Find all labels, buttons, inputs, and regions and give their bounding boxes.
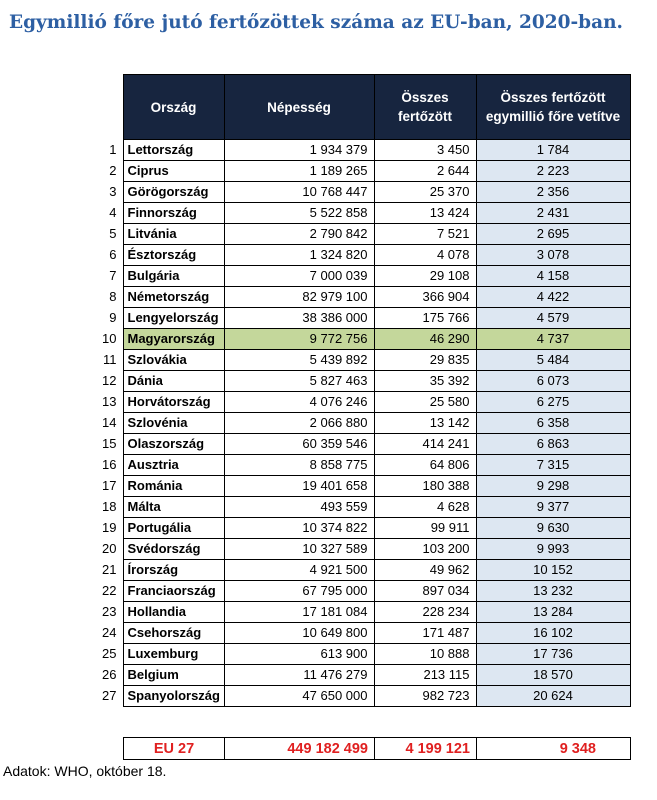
row-number: 19 bbox=[102, 520, 117, 535]
table-row bbox=[101, 140, 630, 161]
table-row bbox=[101, 287, 630, 308]
rate-cell: 9 630 bbox=[476, 518, 630, 539]
country-cell: Csehország bbox=[123, 623, 224, 644]
row-number: 4 bbox=[109, 205, 117, 220]
population-cell: 10 374 822 bbox=[224, 518, 374, 539]
row-number: 7 bbox=[109, 268, 117, 283]
page-title: Egymillió főre jutó fertőzöttek száma az EU-ban, 2020-ban. bbox=[9, 12, 623, 33]
rate-cell: 6 358 bbox=[476, 413, 630, 434]
table-row bbox=[101, 518, 630, 539]
row-number: 15 bbox=[102, 436, 117, 451]
table-row bbox=[101, 623, 630, 644]
population-cell: 19 401 658 bbox=[224, 476, 374, 497]
rate-cell: 4 737 bbox=[476, 329, 630, 350]
table-row bbox=[101, 266, 630, 287]
row-number: 1 bbox=[109, 142, 117, 157]
infected-cell: 897 034 bbox=[374, 581, 476, 602]
table-row bbox=[101, 392, 630, 413]
country-cell: Szlovénia bbox=[123, 413, 224, 434]
table-row bbox=[101, 560, 630, 581]
rate-cell: 20 624 bbox=[476, 686, 630, 707]
population-cell: 2 066 880 bbox=[224, 413, 374, 434]
rate-cell: 2 223 bbox=[476, 161, 630, 182]
table-row bbox=[101, 644, 630, 665]
country-cell: Belgium bbox=[123, 665, 224, 686]
rate-cell: 2 695 bbox=[476, 224, 630, 245]
infected-cell: 29 835 bbox=[374, 350, 476, 371]
population-cell: 10 649 800 bbox=[224, 623, 374, 644]
population-cell: 1 324 820 bbox=[224, 245, 374, 266]
population-cell: 1 189 265 bbox=[224, 161, 374, 182]
rate-cell: 6 073 bbox=[476, 371, 630, 392]
rate-cell: 9 993 bbox=[476, 539, 630, 560]
row-number: 23 bbox=[102, 604, 117, 619]
infected-cell: 99 911 bbox=[374, 518, 476, 539]
rate-cell: 4 579 bbox=[476, 308, 630, 329]
table-row bbox=[101, 665, 630, 686]
country-cell: Luxemburg bbox=[123, 644, 224, 665]
row-number: 11 bbox=[103, 352, 117, 367]
infected-cell: 49 962 bbox=[374, 560, 476, 581]
country-cell: Hollandia bbox=[123, 602, 224, 623]
table-row bbox=[101, 350, 630, 371]
population-cell: 5 439 892 bbox=[224, 350, 374, 371]
table-row bbox=[101, 413, 630, 434]
table-row bbox=[101, 161, 630, 182]
row-number: 12 bbox=[102, 373, 117, 388]
table-body bbox=[101, 140, 630, 707]
header-index bbox=[101, 75, 123, 140]
population-cell: 7 000 039 bbox=[224, 266, 374, 287]
rate-cell: 2 431 bbox=[476, 203, 630, 224]
rate-cell: 9 298 bbox=[476, 476, 630, 497]
row-number: 17 bbox=[102, 478, 117, 493]
table-row bbox=[101, 455, 630, 476]
country-cell: Málta bbox=[123, 497, 224, 518]
rate-cell: 6 863 bbox=[476, 434, 630, 455]
population-cell: 60 359 546 bbox=[224, 434, 374, 455]
population-cell: 5 827 463 bbox=[224, 371, 374, 392]
country-cell: Ausztria bbox=[123, 455, 224, 476]
country-cell: Lettország bbox=[123, 140, 224, 161]
row-number: 10 bbox=[102, 331, 117, 346]
table-row bbox=[101, 539, 630, 560]
row-number: 6 bbox=[109, 247, 117, 262]
infected-cell: 64 806 bbox=[374, 455, 476, 476]
country-cell: Románia bbox=[123, 476, 224, 497]
country-cell: Svédország bbox=[123, 539, 224, 560]
total-label: EU 27 bbox=[124, 738, 225, 760]
rate-cell: 9 377 bbox=[476, 497, 630, 518]
table-row bbox=[101, 182, 630, 203]
rate-cell: 13 232 bbox=[476, 581, 630, 602]
infected-cell: 213 115 bbox=[374, 665, 476, 686]
table-row bbox=[101, 434, 630, 455]
header-infected: Összes fertőzött bbox=[374, 75, 476, 140]
country-cell: Görögország bbox=[123, 182, 224, 203]
infected-cell: 13 142 bbox=[374, 413, 476, 434]
row-number: 27 bbox=[102, 688, 117, 703]
infected-cell: 25 580 bbox=[374, 392, 476, 413]
row-number: 8 bbox=[109, 289, 117, 304]
data-table bbox=[101, 74, 631, 707]
population-cell: 8 858 775 bbox=[224, 455, 374, 476]
infected-cell: 29 108 bbox=[374, 266, 476, 287]
population-cell: 67 795 000 bbox=[224, 581, 374, 602]
rate-cell: 13 284 bbox=[476, 602, 630, 623]
population-cell: 493 559 bbox=[224, 497, 374, 518]
country-cell: Portugália bbox=[123, 518, 224, 539]
table-row bbox=[101, 308, 630, 329]
rate-cell: 10 152 bbox=[476, 560, 630, 581]
population-cell: 10 768 447 bbox=[224, 182, 374, 203]
infected-cell: 35 392 bbox=[374, 371, 476, 392]
row-number: 26 bbox=[102, 667, 117, 682]
table-row bbox=[101, 224, 630, 245]
population-cell: 10 327 589 bbox=[224, 539, 374, 560]
country-cell: Írország bbox=[123, 560, 224, 581]
infected-cell: 103 200 bbox=[374, 539, 476, 560]
population-cell: 17 181 084 bbox=[224, 602, 374, 623]
table-row bbox=[101, 581, 630, 602]
population-cell: 4 921 500 bbox=[224, 560, 374, 581]
row-number: 24 bbox=[102, 625, 117, 640]
rate-cell: 2 356 bbox=[476, 182, 630, 203]
country-cell: Dánia bbox=[123, 371, 224, 392]
total-infected: 4 199 121 bbox=[375, 738, 477, 760]
infected-cell: 414 241 bbox=[374, 434, 476, 455]
total-row bbox=[124, 738, 631, 760]
country-cell: Lengyelország bbox=[123, 308, 224, 329]
country-cell: Litvánia bbox=[123, 224, 224, 245]
rate-cell: 3 078 bbox=[476, 245, 630, 266]
rate-cell: 4 158 bbox=[476, 266, 630, 287]
country-cell: Horvátország bbox=[123, 392, 224, 413]
rate-cell: 5 484 bbox=[476, 350, 630, 371]
row-number: 22 bbox=[102, 583, 117, 598]
country-cell: Magyarország bbox=[123, 329, 224, 350]
row-number: 18 bbox=[102, 499, 117, 514]
header-country: Ország bbox=[123, 75, 224, 140]
total-rate: 9 348 bbox=[477, 738, 631, 760]
row-number: 16 bbox=[102, 457, 117, 472]
header-rate: Összes fertőzött egymillió főre vetítve bbox=[476, 75, 630, 140]
infected-cell: 171 487 bbox=[374, 623, 476, 644]
country-cell: Szlovákia bbox=[123, 350, 224, 371]
header-population: Népesség bbox=[224, 75, 374, 140]
country-cell: Olaszország bbox=[123, 434, 224, 455]
country-cell: Németország bbox=[123, 287, 224, 308]
row-number: 20 bbox=[102, 541, 117, 556]
total-row-table bbox=[123, 737, 631, 760]
row-number: 9 bbox=[109, 310, 117, 325]
row-number: 5 bbox=[109, 226, 117, 241]
table-row bbox=[101, 245, 630, 266]
total-population: 449 182 499 bbox=[225, 738, 375, 760]
table-row bbox=[101, 371, 630, 392]
infected-cell: 366 904 bbox=[374, 287, 476, 308]
row-number: 3 bbox=[109, 184, 117, 199]
population-cell: 38 386 000 bbox=[224, 308, 374, 329]
infected-cell: 10 888 bbox=[374, 644, 476, 665]
population-cell: 9 772 756 bbox=[224, 329, 374, 350]
population-cell: 11 476 279 bbox=[224, 665, 374, 686]
row-number: 13 bbox=[102, 394, 117, 409]
infected-cell: 175 766 bbox=[374, 308, 476, 329]
row-number: 14 bbox=[102, 415, 117, 430]
table-row bbox=[101, 602, 630, 623]
infected-cell: 180 388 bbox=[374, 476, 476, 497]
country-cell: Finnország bbox=[123, 203, 224, 224]
rate-cell: 1 784 bbox=[476, 140, 630, 161]
infected-cell: 7 521 bbox=[374, 224, 476, 245]
population-cell: 1 934 379 bbox=[224, 140, 374, 161]
population-cell: 47 650 000 bbox=[224, 686, 374, 707]
table-row bbox=[101, 497, 630, 518]
country-cell: Észtország bbox=[123, 245, 224, 266]
source-note: Adatok: WHO, október 18. bbox=[3, 763, 167, 779]
population-cell: 5 522 858 bbox=[224, 203, 374, 224]
table-row bbox=[101, 203, 630, 224]
infected-cell: 228 234 bbox=[374, 602, 476, 623]
infected-cell: 25 370 bbox=[374, 182, 476, 203]
row-number: 2 bbox=[109, 163, 117, 178]
rate-cell: 7 315 bbox=[476, 455, 630, 476]
table-header-row bbox=[101, 75, 630, 140]
row-number: 21 bbox=[102, 562, 117, 577]
table-row bbox=[101, 476, 630, 497]
infected-cell: 13 424 bbox=[374, 203, 476, 224]
rate-cell: 16 102 bbox=[476, 623, 630, 644]
population-cell: 2 790 842 bbox=[224, 224, 374, 245]
row-number: 25 bbox=[102, 646, 117, 661]
population-cell: 4 076 246 bbox=[224, 392, 374, 413]
country-cell: Bulgária bbox=[123, 266, 224, 287]
population-cell: 82 979 100 bbox=[224, 287, 374, 308]
rate-cell: 17 736 bbox=[476, 644, 630, 665]
infected-cell: 4 078 bbox=[374, 245, 476, 266]
country-cell: Ciprus bbox=[123, 161, 224, 182]
table-row bbox=[101, 686, 630, 707]
table-row bbox=[101, 329, 630, 350]
infected-cell: 4 628 bbox=[374, 497, 476, 518]
rate-cell: 4 422 bbox=[476, 287, 630, 308]
infected-cell: 46 290 bbox=[374, 329, 476, 350]
infected-cell: 982 723 bbox=[374, 686, 476, 707]
rate-cell: 18 570 bbox=[476, 665, 630, 686]
infected-cell: 3 450 bbox=[374, 140, 476, 161]
country-cell: Spanyolország bbox=[123, 686, 224, 707]
country-cell: Franciaország bbox=[123, 581, 224, 602]
rate-cell: 6 275 bbox=[476, 392, 630, 413]
infected-cell: 2 644 bbox=[374, 161, 476, 182]
population-cell: 613 900 bbox=[224, 644, 374, 665]
